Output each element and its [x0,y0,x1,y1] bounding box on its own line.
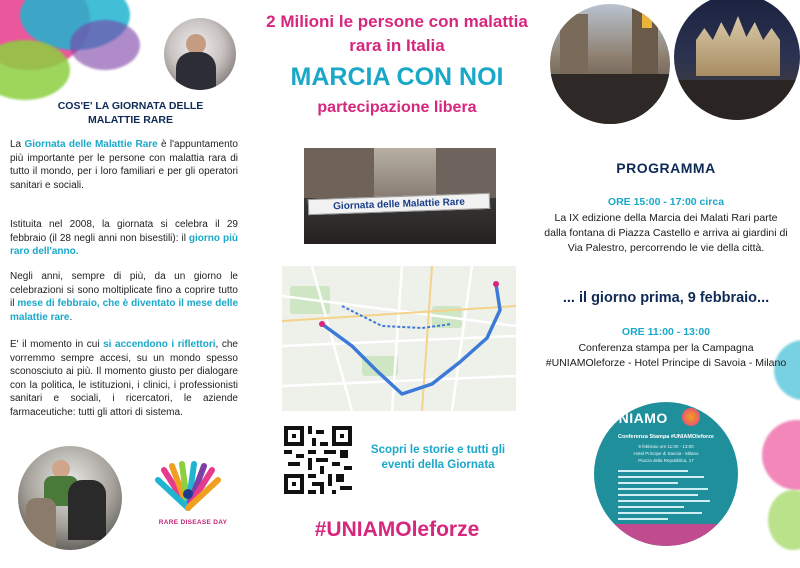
people-photo-circle [18,446,122,550]
paint-splash [768,490,800,550]
uniamo-brand: UNIAMO [608,410,668,426]
poster-line2: Hotel Principe di Savoia - Milano [633,451,699,456]
event-photo-circle [164,18,236,90]
month-paragraph: Negli anni, sempre di più, da un giorno le celebrazioni si sono moltiplicate fino a coprire tutto il mese di febbraio, che è diventato il mese delle malattie rare. [10,271,239,323]
press-description: Conferenza stampa per la Campagna #UNIAMOleforze - Hotel Principe di Savoia - Milano [545,342,787,369]
history-paragraph: Istituita nel 2008, la giornata si celebra il 29 febbraio (il 28 negli anni non bisestili): il giorno più raro dell'anno. [10,219,238,258]
day-before-heading: ... il giorno prima, 9 febbraio... [562,290,770,306]
poster-line3: Piazza della Repubblica, 17 [638,458,694,463]
poster-title: Conferenza Stampa #UNIAMOleforze [618,434,714,440]
intro-paragraph: La Giornata delle Malattie Rare è l'appuntamento più importante per le persone con malattia rara di tutto il mondo, per i loro familiari e per gli operatori sanitari e sociali. [10,139,238,191]
paint-splash [70,20,140,70]
march-description: La IX edizione della Marcia dei Malati Rari parte dalla fontana di Piazza Castello e arriva ai giardini di Via Palestro, percorrendo le vie della città. [544,212,788,254]
left-panel [0,0,262,568]
middle-panel [262,0,532,568]
program-title: PROGRAMMA [616,160,716,176]
qr-code[interactable] [284,426,352,494]
discover-text: Scopri le storie e tutti gli eventi della Giornata [370,444,506,471]
march-time: ORE 15:00 - 17:00 circa [607,196,725,208]
march-banner: Giornata delle Malattie Rare [308,193,490,215]
hashtag: #UNIAMOleforze [314,518,480,541]
rare-disease-day-caption: RARE DISEASE DAY [158,519,228,526]
poster-footer [594,524,738,546]
spotlight-paragraph: E' il momento in cui si accendono i riflettori, che vorremmo sempre accesi, su un mondo spesso sconosciuto ai più. Il momento giusto per dialogare con la politica, le istituzioni, i clinici, i professionisti sanitari e sociali, i ricercatori, le aziende farmaceutiche: tutti gli attori di sistema. [10,339,238,418]
march-photo [304,148,496,244]
cathedral-photo-circle [674,0,800,120]
headline-participation: partecipazione libera [317,99,477,116]
press-conference-poster [594,402,738,546]
uniamo-logo-icon [682,408,700,426]
section-heading: COS'E' LA GIORNATA DELLE MALATTIE RARE [57,100,204,126]
paint-splash [762,420,800,490]
headline-march: MARCIA CON NOI [290,63,504,91]
press-time: ORE 11:00 - 13:00 [621,326,711,338]
right-panel [532,0,800,568]
march-route-map[interactable] [282,266,516,411]
poster-line1: 9 febbraio ore 11:00 - 13:00 [638,444,694,449]
rare-disease-day-logo [150,460,226,516]
city-march-photo-circle [550,4,670,124]
poster-agenda [618,470,714,532]
headline-stat: 2 Milioni le persone con malattia rara in Italia [266,12,528,55]
